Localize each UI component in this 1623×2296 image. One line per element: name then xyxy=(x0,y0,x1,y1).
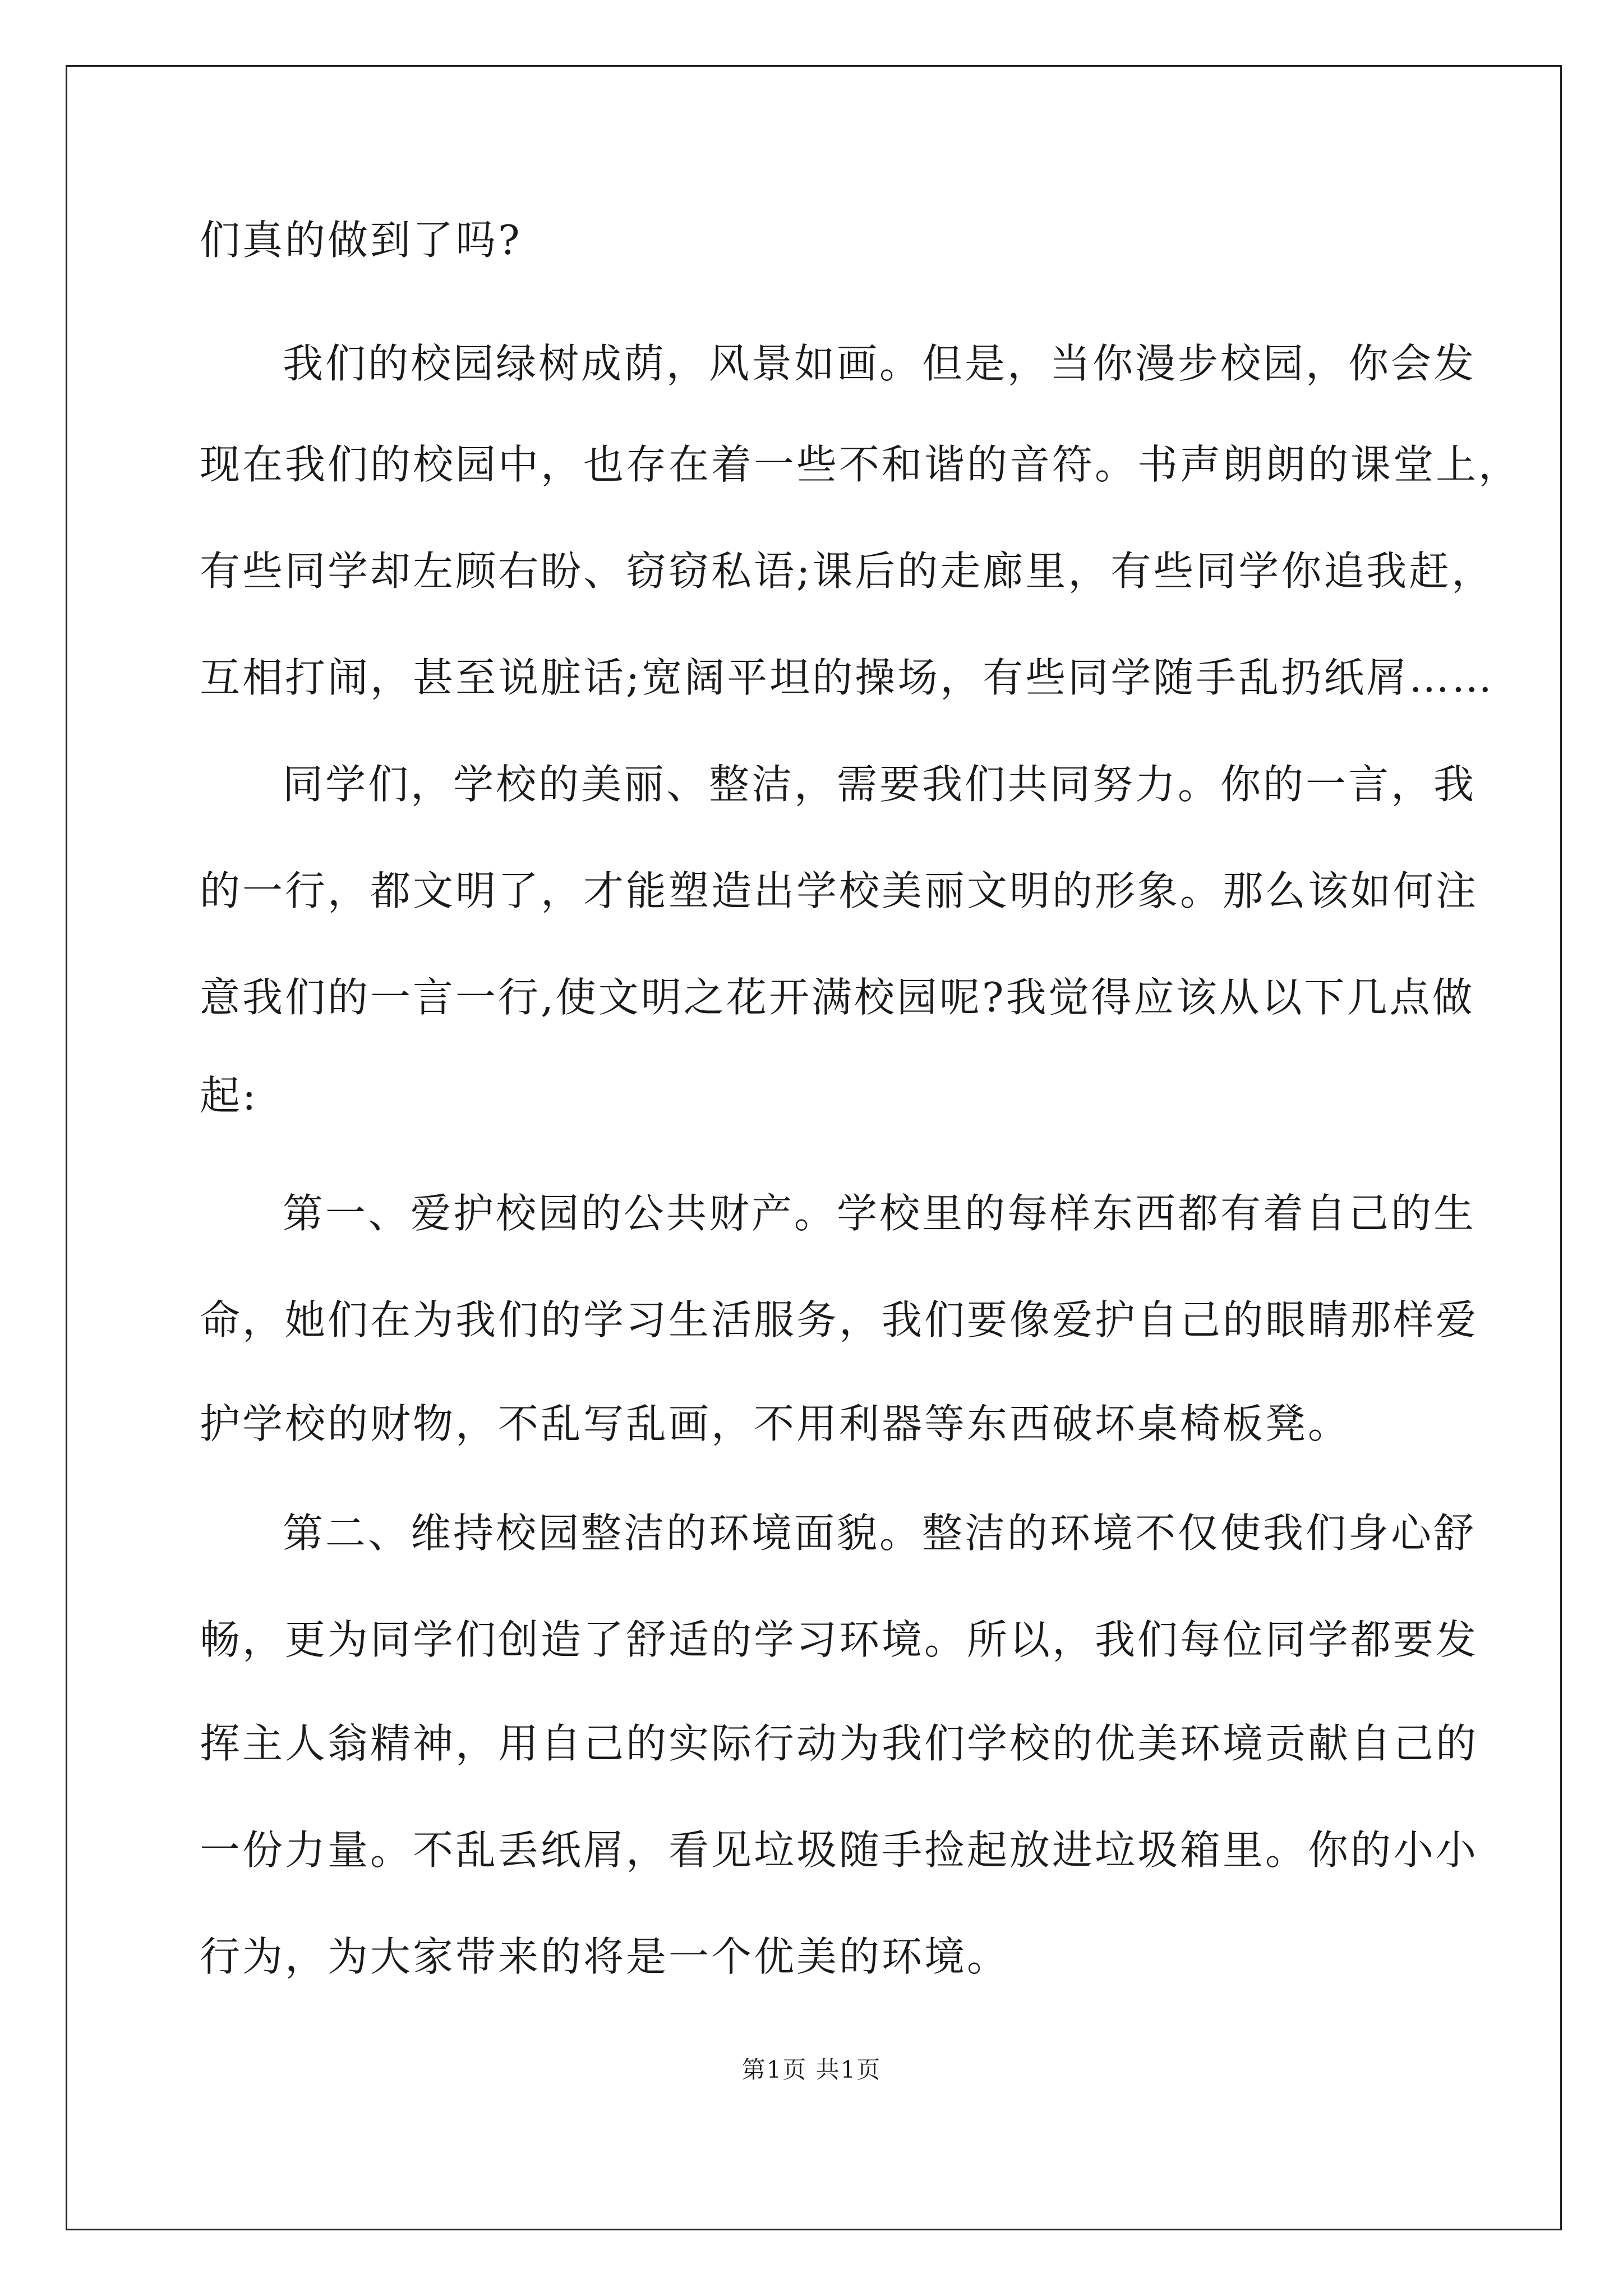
text-line: 起: xyxy=(200,1072,259,1119)
text-line: 现在我们的校园中，也存在着一些不和谐的音符。书声朗朗的课堂上， xyxy=(200,441,1521,488)
text-line: 挥主人翁精神，用自己的实际行动为我们学校的优美环境贡献自己的 xyxy=(200,1720,1479,1767)
text-line: 行为，为大家带来的将是一个优美的环境。 xyxy=(200,1933,1010,1980)
text-line: 意我们的一言一行,使文明之花开满校园呢?我觉得应该从以下几点做 xyxy=(200,974,1475,1021)
text-line: 有些同学却左顾右盼、窃窃私语;课后的走廊里，有些同学你追我赶， xyxy=(200,547,1495,595)
text-line: 畅，更为同学们创造了舒适的学习环境。所以，我们每位同学都要发 xyxy=(200,1616,1479,1663)
text-line: 我们的校园绿树成荫，风景如画。但是，当你漫步校园，你会发 xyxy=(283,340,1477,387)
text-line: 护学校的财物，不乱写乱画，不用利器等东西破坏桌椅板凳。 xyxy=(200,1400,1351,1447)
text-line: 一份力量。不乱丢纸屑，看见垃圾随手捡起放进垃圾箱里。你的小小 xyxy=(200,1826,1479,1874)
text-line: 互相打闹，甚至说脏话;宽阔平坦的操场，有些同学随手乱扔纸屑…… xyxy=(200,654,1495,701)
text-line: 的一行，都文明了，才能塑造出学校美丽文明的形象。那么该如何注 xyxy=(200,867,1479,914)
text-line: 命，她们在为我们的学习生活服务，我们要像爱护自己的眼睛那样爱 xyxy=(200,1296,1479,1343)
text-line: 第二、维持校园整洁的环境面貌。整洁的环境不仅使我们身心舒 xyxy=(283,1510,1477,1557)
page-footer: 第1页 共1页 xyxy=(741,2056,882,2083)
text-line: 同学们，学校的美丽、整洁，需要我们共同努力。你的一言，我 xyxy=(283,761,1477,808)
text-line: 们真的做到了吗? xyxy=(200,217,522,264)
text-line: 第一、爱护校园的公共财产。学校里的每样东西都有着自己的生 xyxy=(283,1190,1477,1237)
